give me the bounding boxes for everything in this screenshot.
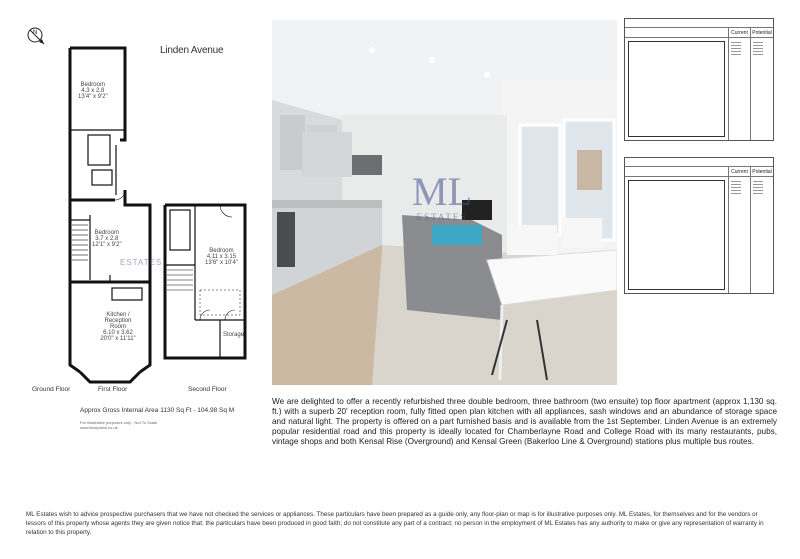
svg-text:N: N bbox=[33, 30, 38, 36]
gross-internal-area: Approx Gross Internal Area 1130 Sq Ft - 104.98 Sq M bbox=[80, 407, 235, 414]
property-photo bbox=[272, 20, 617, 385]
property-description: We are delighted to offer a recently refurbished three double bedroom, three bathroom (two ensuite) top floor apartment (approx 1,130 sq. ft.) with a superb 20' reception room, fully fitted open plan kitchen with all appliances, sash windows and an abundance of storage space and natural light. The property is offered on a part furnished basis and is available from the 1st September. Linden Avenue is an extremely popular residential road and this property is ideally located for Chamberlayne Road and College Road with its many restaurants, pubs, vintage shops and both Kensal Rise (Overground) and Kensal Green (Bakerloo Line & Overground) stations plus multiple bus routes. bbox=[272, 397, 777, 446]
energy-rating-chart bbox=[624, 18, 774, 141]
street-name: Linden Avenue bbox=[160, 45, 224, 56]
energy-potential-header: Potential bbox=[752, 30, 772, 36]
energy-chart-header bbox=[625, 19, 773, 28]
floor-label-second: Second Floor bbox=[188, 386, 227, 393]
environmental-current-header: Current bbox=[729, 167, 751, 176]
environmental-chart-header bbox=[625, 158, 773, 167]
floor-plan bbox=[20, 20, 260, 440]
room-label-bedroom-2: Bedroom 3.7 x 2.8 12'1" x 9'2" bbox=[92, 230, 122, 248]
room-label-storage: Storage bbox=[223, 332, 245, 338]
environmental-impact-chart bbox=[624, 157, 774, 294]
floor-label-first: First Floor bbox=[98, 386, 128, 393]
compass-icon bbox=[20, 20, 50, 50]
floor-plan-drawing bbox=[20, 20, 260, 440]
environmental-potential-header: Potential bbox=[752, 169, 772, 175]
legal-disclaimer: ML Estates wish to advice prospective purchasers that we have not checked the services or appliances. These particulars have been prepared as a guide only, any floor-plan or map is for illustrative purposes only. ML Estates, for themselves and for the vendors or lessors of this property whose agents they are given notice that: the particulars have been produced in good faith; do not constitute any part of a contract; no person in the employment of ML Estates has any authority to make or give any representation of warranty in relation to this property. bbox=[26, 511, 764, 536]
floorplan-notes: For illustrative purposes only - Not To Scale www.floorplans.co.uk bbox=[80, 420, 158, 430]
floorplan-watermark: ESTATES bbox=[120, 258, 163, 267]
floor-label-ground: Ground Floor bbox=[32, 386, 71, 393]
agency-watermark: ML ESTATES bbox=[412, 169, 472, 222]
energy-current-header: Current bbox=[729, 28, 751, 37]
room-label-bedroom-1: Bedroom 4.3 x 2.8 13'4" x 9'2" bbox=[78, 82, 108, 100]
room-label-reception: Kitchen / Reception Room 6.10 x 3.62 20'0" x 11'11" bbox=[100, 312, 136, 342]
room-label-bedroom-3: Bedroom 4.11 x 3.15 13'6" x 10'4" bbox=[205, 248, 238, 266]
